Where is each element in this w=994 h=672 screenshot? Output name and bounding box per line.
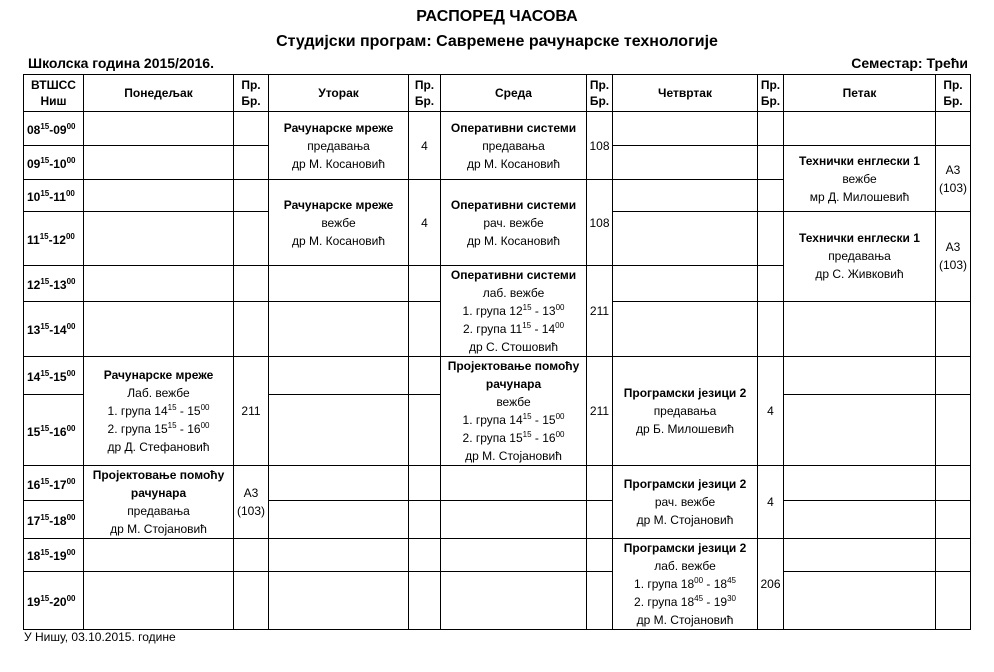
teacher-name: др С. Стошовић xyxy=(468,340,559,354)
time-slot: $13^{15}-14^{00}$ xyxy=(24,301,84,356)
header-school: ВТШСС Ниш xyxy=(24,75,84,112)
teacher-name: др М. Стојановић xyxy=(636,613,734,627)
course-name: Рачунарске мреже xyxy=(103,368,214,382)
wed-lecture-cell xyxy=(441,112,587,180)
thu-room: 4 xyxy=(758,357,784,466)
class-type: предавања xyxy=(127,504,190,518)
header-friday: Петак xyxy=(784,75,936,112)
time-row xyxy=(24,539,971,572)
teacher-name: др М. Косановић xyxy=(291,233,386,248)
thu-lecture-cell xyxy=(613,357,758,466)
time-slot: $17^{15}-18^{00}$ xyxy=(24,501,84,539)
schedule-table xyxy=(23,74,971,630)
course-name: Програмски језици 2 xyxy=(623,386,747,400)
course-name: Оперативни системи xyxy=(450,268,577,282)
group-time: 2. група $18^{45} - 19^{30}$ xyxy=(634,594,736,609)
class-type: Лаб. вежбе xyxy=(127,386,190,400)
course-name: Програмски језици 2 xyxy=(623,541,747,555)
tue-exercise-cell xyxy=(269,180,409,266)
header-room: Пр. Бр. xyxy=(758,75,784,112)
header-wednesday: Среда xyxy=(441,75,587,112)
semester: Семестар: Трећи xyxy=(851,55,968,71)
group-time: 1. група $14^{15} - 15^{00}$ xyxy=(462,412,565,427)
course-name: Рачунарске мреже xyxy=(283,197,394,212)
class-type: лаб. вежбе xyxy=(482,286,545,300)
time-slot: $12^{15}-13^{00}$ xyxy=(24,266,84,302)
time-slot: $08^{15}-09^{00}$ xyxy=(24,112,84,146)
time-slot: $14^{15}-15^{00}$ xyxy=(24,357,84,395)
class-type: предавања xyxy=(828,249,891,264)
course-name: Оперативни системи xyxy=(450,197,577,212)
teacher-name: др М. Косановић xyxy=(291,156,386,171)
wed-lab-cell xyxy=(441,266,587,357)
time-slot: $09^{15}-10^{00}$ xyxy=(24,146,84,180)
mon-lab-cell xyxy=(84,357,234,466)
time-slot: $11^{15}-12^{00}$ xyxy=(24,212,84,266)
course-name: Пројектовање помоћу рачунара xyxy=(447,359,580,391)
fri-exercise-cell xyxy=(784,146,936,212)
wed-room: 211 xyxy=(587,357,613,466)
time-slot: $19^{15}-20^{00}$ xyxy=(24,571,84,630)
tue-lecture-cell xyxy=(269,112,409,180)
footer-place-date: У Нишу, 03.10.2015. године xyxy=(24,630,176,644)
class-type: лаб. вежбе xyxy=(654,559,716,573)
thu-room: 4 xyxy=(758,466,784,539)
tue-room: 4 xyxy=(409,180,441,266)
group-time: 2. група $15^{15} - 16^{00}$ xyxy=(462,430,565,445)
class-type: рач. вежбе xyxy=(483,215,544,230)
header-tuesday: Уторак xyxy=(269,75,409,112)
thu-exercise-cell xyxy=(613,466,758,539)
group-time: 2. група $15^{15} - 16^{00}$ xyxy=(107,421,210,436)
group-time: 1. група $18^{00} - 18^{45}$ xyxy=(634,576,736,591)
class-type: предавања xyxy=(653,404,717,418)
header-row xyxy=(24,75,971,112)
wed-room: 108 xyxy=(587,180,613,266)
thu-lab-cell xyxy=(613,539,758,630)
class-type: вежбе xyxy=(842,171,877,186)
course-name: Оперативни системи xyxy=(450,120,577,135)
teacher-name: др С. Живковић xyxy=(815,267,904,282)
header-room: Пр. Бр. xyxy=(234,75,269,112)
header-monday: Понедељак xyxy=(84,75,234,112)
mon-room: 211 xyxy=(234,357,269,466)
time-slot: $16^{15}-17^{00}$ xyxy=(24,466,84,501)
course-name: Програмски језици 2 xyxy=(623,477,747,491)
teacher-name: мр Д. Милошевић xyxy=(809,189,910,204)
tue-room: 4 xyxy=(409,112,441,180)
time-row xyxy=(24,571,971,630)
wed-exercise-cell xyxy=(441,357,587,466)
teacher-name: др М. Стојановић xyxy=(465,449,562,463)
course-name: Пројектовање помоћу рачунара xyxy=(92,468,225,500)
time-slot: $18^{15}-19^{00}$ xyxy=(24,539,84,572)
mon-room: A3 (103) xyxy=(234,466,269,539)
teacher-name: др Д. Стефановић xyxy=(107,440,210,454)
mon-lecture-cell xyxy=(84,466,234,539)
group-time: 1. група $12^{15} - 13^{00}$ xyxy=(462,303,565,318)
class-type: предавања xyxy=(307,138,370,153)
header-room: Пр. Бр. xyxy=(587,75,613,112)
class-type: вежбе xyxy=(496,395,531,409)
fri-lecture-cell xyxy=(784,212,936,302)
group-time: 1. група $14^{15} - 15^{00}$ xyxy=(107,403,210,418)
time-slot: $15^{15}-16^{00}$ xyxy=(24,395,84,466)
fri-room: A3 (103) xyxy=(936,212,971,302)
teacher-name: др Б. Милошевић xyxy=(635,422,735,436)
school-year: Школска година 2015/2016. xyxy=(28,55,214,71)
group-time: 2. група $11^{15} - 14^{00}$ xyxy=(462,321,565,336)
class-type: вежбе xyxy=(321,215,356,230)
teacher-name: др М. Стојановић xyxy=(110,522,207,536)
header-thursday: Четвртак xyxy=(613,75,758,112)
page-title: РАСПОРЕД ЧАСОВА xyxy=(416,8,578,25)
time-row xyxy=(24,466,971,501)
teacher-name: др М. Стојановић xyxy=(636,513,734,527)
time-slot: $10^{15}-11^{00}$ xyxy=(24,180,84,212)
teacher-name: др М. Косановић xyxy=(466,156,561,171)
wed-room: 108 xyxy=(587,112,613,180)
teacher-name: др М. Косановић xyxy=(466,233,561,248)
course-name: Технички енглески 1 xyxy=(799,231,920,246)
header-room: Пр. Бр. xyxy=(936,75,971,112)
class-type: предавања xyxy=(482,138,545,153)
course-name: Рачунарске мреже xyxy=(283,120,394,135)
wed-exercise-cell xyxy=(441,180,587,266)
class-type: рач. вежбе xyxy=(654,495,716,509)
thu-room: 206 xyxy=(758,539,784,630)
time-row xyxy=(24,357,971,395)
fri-room: A3 (103) xyxy=(936,146,971,212)
course-name: Технички енглески 1 xyxy=(799,153,920,168)
header-room: Пр. Бр. xyxy=(409,75,441,112)
wed-room: 211 xyxy=(587,266,613,357)
program-title: Студијски програм: Савремене рачунарске технологије xyxy=(276,33,718,50)
time-row xyxy=(24,112,971,146)
